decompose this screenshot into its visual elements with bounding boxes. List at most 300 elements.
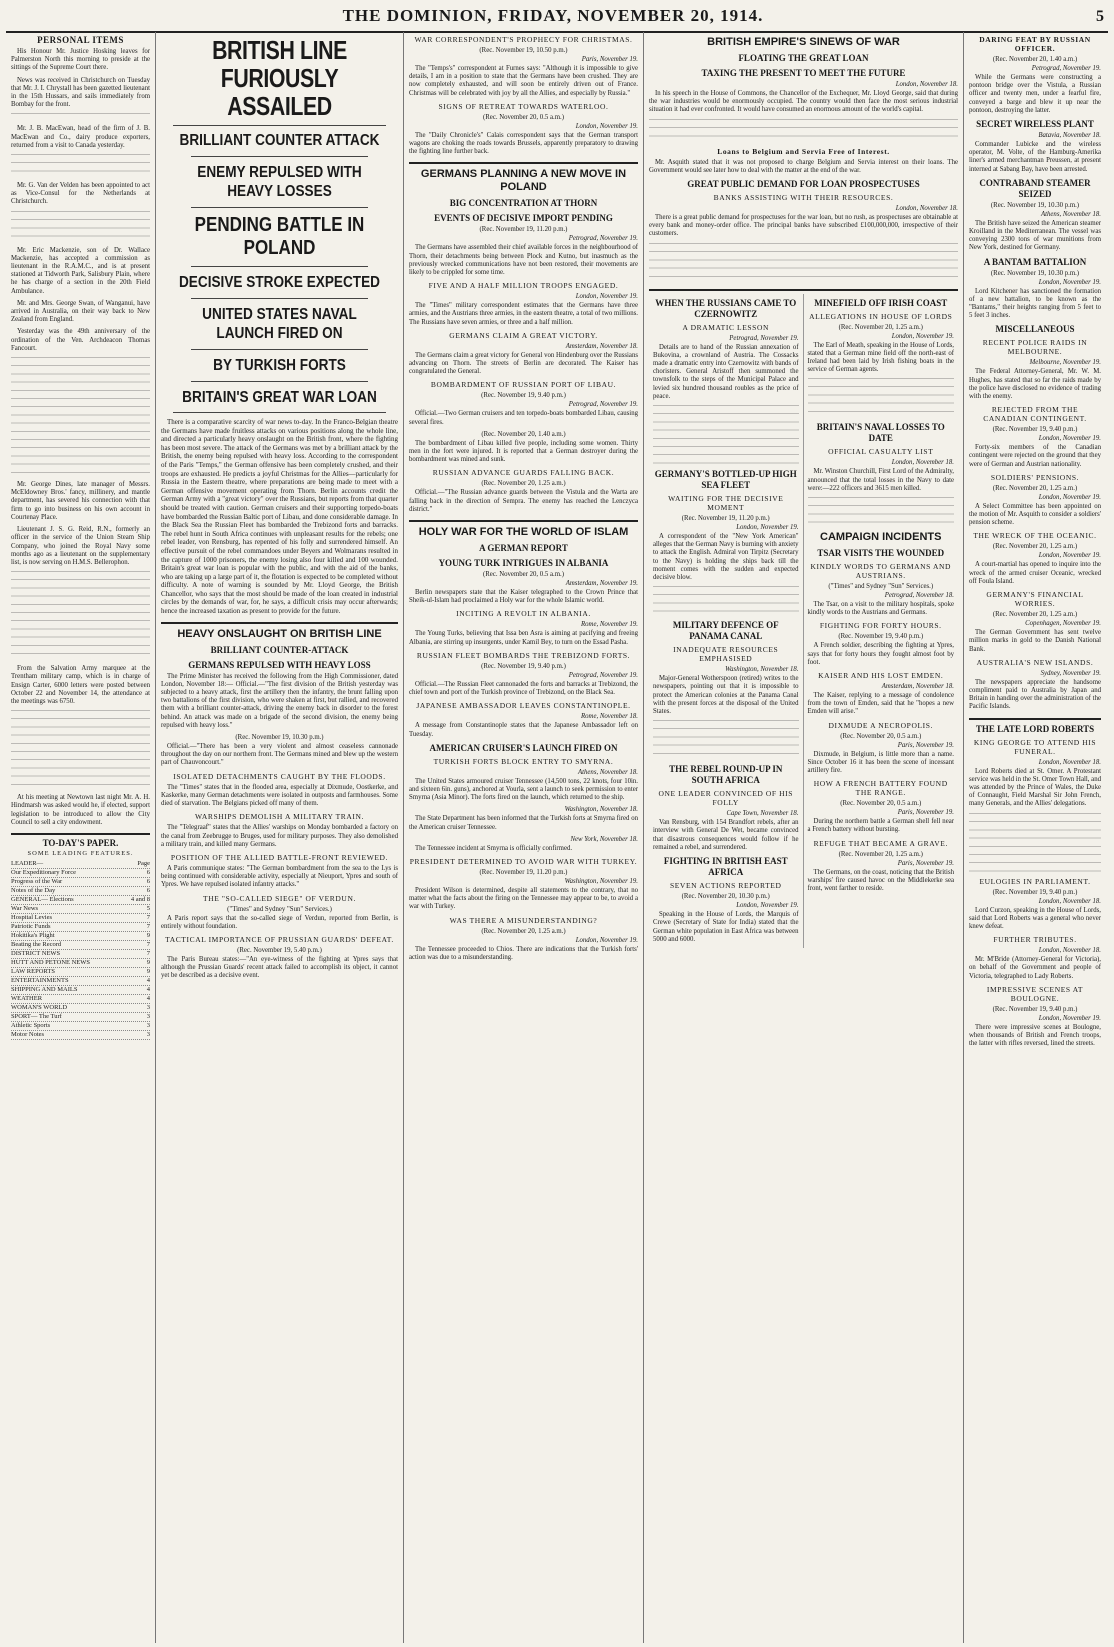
index-label: Progress of the War: [11, 877, 63, 885]
article-paragraph: The Tennessee incident at Smyrna is officially confirmed.: [415, 844, 573, 852]
placeline: Petrograd, November 19.: [568, 235, 638, 243]
index-label: SPORT— The Turf: [11, 1012, 62, 1020]
index-page: 7: [146, 913, 150, 921]
headline: EVENTS OF DECISIVE IMPORT PENDING: [434, 213, 613, 224]
index-row: [11, 986, 150, 995]
text-lines: [653, 405, 799, 465]
article-paragraph: The Tsar, on a visit to the military hospitals, spoke kindly words to the Austrians and Germans.: [807, 601, 954, 617]
placeline: Petrograd, November 18.: [884, 592, 954, 600]
feature-index: [11, 869, 150, 1040]
article-paragraph: Mr. Eric Mackenzie, son of Dr. Wallace Mackenzie, has accepted a commission as lieutenant in the R.A.M.C., and is at present stationed at Tidworth Park, Salisbury Plain, where he has charge of a section in the 20th Field Ambulance.: [11, 246, 150, 295]
headline: BANKS ASSISTING WITH THEIR RESOURCES.: [713, 193, 894, 203]
article-paragraph: A Paris report says that the so-called siege of Verdun, reported from Berlin, is entirely without foundation.: [161, 914, 398, 930]
article-paragraph: A message from Constantinople states that the Japanese Ambassador left on Tuesday.: [409, 722, 638, 738]
placeline: Amsterdam, November 18.: [565, 342, 638, 350]
article-paragraph: Commander Lubicke and the wireless operator, M. Volte, of the Hamburg-Amerika liner's armed merchantman Preussen, at present interned at Sabang Bay, have been arrested.: [969, 141, 1101, 173]
column-miscellaneous: [964, 32, 1106, 1643]
headline: BIG CONCENTRATION AT THORN: [449, 198, 598, 209]
headline: GREAT PUBLIC DEMAND FOR LOAN PROSPECTUSES: [687, 179, 920, 190]
war-summary: There is a comparative scarcity of war news to-day. In the Franco-Belgian theatre the Germans have made fruitless attacks on various positions along the whole line, and directed a particularly heavy onslaught on the British front, where the fighting has been most severe. The attack of the Germans was met by a brilliant attack by the British, the enemy being repulsed with heavy loss. According to the correspondent of the Paris "Temps," the German offensive has been completely crushed, and their troops are exhausted. He predicts a joyful Christmas for the Allies—particularly for Russia in the Eastern theatre, where preparations are being made to meet with a German offensive movement operating from Thorn. Berlin accounts credit the German Army with a "great victory" over the Russians, but reports from that quarter should be treated with caution. German cruisers and their supporting torpedo-boats have bombarded the Russian Baltic port of Libau, and done considerable damage. In the Black Sea the Russian Fleet has bombarded the Trebizond forts and barracks. The rebel hunt in South Africa continues with unpleasant results for the rebels; one rebel leader, von Rensburg, has repented of his folly and surrendered himself. An effective pursuit of the rebel commandoes under Beyers and Wolmarans resulted in the capture of 1000 prisoners, the enemy losing also four killed and 100 wounded. Britain's great war loan is popular with the public, and with the aid of the banks, who are taking up a large part of it, the flotation is expected to be completed without difficulty. A note of warning is sounded by Mr. Lloyd George, the British Chancellor, who says that the most should be made of the loan created in industrial circles by the demands of war, for, he says, a difficult crisis may occur afterwards; hence the increased taxation as present to provide for the future.: [161, 418, 398, 616]
headline: RECENT POLICE RAIDS IN MELBOURNE.: [982, 338, 1088, 357]
placeline: Amsterdam, November 19.: [565, 580, 638, 588]
index-page: 5: [146, 904, 150, 912]
index-page: 6: [146, 868, 150, 876]
headline: HOLY WAR FOR THE WORLD OF ISLAM: [418, 526, 629, 539]
dateline: (Rec. November 19, 10.30 p.m.): [990, 201, 1080, 209]
index-label: War News: [11, 904, 39, 912]
placeline: Athens, November 18.: [1040, 210, 1101, 218]
article-paragraph: A court-martial has opened to inquire into the wreck of the armed cruiser Oceanic, wrecked off Foula Island.: [969, 561, 1101, 585]
index-label: SHIPPING AND MAILS: [11, 985, 78, 993]
subcolumn-left: [649, 294, 804, 948]
headline: JAPANESE AMBASSADOR LEAVES CONSTANTINOPLE.: [416, 701, 631, 711]
index-page: 4 and 8: [130, 895, 150, 903]
index-header-right: Page: [137, 859, 150, 867]
dateline: (Rec. November 19, 9.40 p.m.): [992, 426, 1078, 434]
headline: FIGHTING IN BRITISH EAST AFRICA: [663, 856, 788, 878]
text-lines: [969, 813, 1101, 873]
placeline: Paris, November 19.: [581, 56, 638, 63]
placeline: Paris, November 19.: [897, 859, 954, 867]
divider: [173, 125, 386, 126]
article-paragraph: Mr. J. B. MacEwan, head of the firm of J. B. MacEwan and Co., dairy produce exporters, returned from a visit to Canada yesterday.: [11, 125, 150, 149]
headline: ISOLATED DETACHMENTS CAUGHT BY THE FLOODS.: [173, 771, 386, 781]
dateline: (Rec. November 20, 1.25 a.m.): [992, 543, 1078, 551]
index-row: [11, 1004, 150, 1013]
placeline: London, November 19.: [736, 902, 799, 910]
headline: OFFICIAL CASUALTY LIST: [828, 447, 934, 457]
index-row: [11, 1031, 150, 1040]
headline: THE LATE LORD ROBERTS: [975, 723, 1095, 734]
text-lines: [11, 154, 150, 178]
placeline: London, November 19.: [736, 524, 799, 532]
headline: WHEN THE RUSSIANS CAME TO CZERNOWITZ: [655, 297, 797, 319]
divider: [649, 289, 958, 291]
placeline: Amsterdam, November 18.: [881, 683, 954, 691]
article-paragraph: Lord Kitchener has sanctioned the formation of a new battalion, to be known as the "Bantams," their heights ranging from 5 feet to 5 feet 3 inches.: [969, 287, 1101, 320]
headline: A GERMAN REPORT: [479, 543, 568, 554]
headline: GERMANS CLAIM A GREAT VICTORY.: [449, 330, 598, 340]
index-label: Our Expeditionary Force: [11, 868, 76, 876]
article-paragraph: There were impressive scenes at Boulogne, when thousands of British and French troops, the latter with rifles reversed, lined the streets.: [969, 1023, 1101, 1048]
divider: [409, 520, 638, 522]
headline: THE REBEL ROUND-UP IN SOUTH AFRICA: [669, 764, 783, 786]
headline: KING GEORGE TO ATTEND HIS FUNERAL.: [973, 737, 1097, 756]
dateline: (Rec. November 20, 0.5 a.m.): [483, 113, 564, 121]
index-row: [11, 896, 150, 905]
headline: WAS THERE A MISUNDERSTANDING?: [449, 915, 598, 925]
todays-paper-subtitle: SOME LEADING FEATURES.: [27, 849, 134, 857]
headline: PRESIDENT DETERMINED TO AVOID WAR WITH TURKEY.: [409, 856, 638, 866]
placeline: London, November 19.: [1038, 493, 1101, 501]
divider: [409, 162, 638, 164]
todays-paper-title: TO-DAY'S PAPER.: [11, 833, 150, 848]
column-war-loan: [644, 32, 964, 1643]
placeline: Sydney, November 19.: [1040, 669, 1101, 677]
index-page: 7: [146, 949, 150, 957]
placeline: Petrograd, November 19.: [568, 401, 638, 409]
index-page: 7: [146, 922, 150, 930]
article-paragraph: Mr. Asquith stated that it was not proposed to charge Belgium and Servia interest on their loans. The Government would see later how to deal with the matter at the end of the war.: [649, 158, 958, 174]
article-paragraph: During the northern battle a German shell fell near a French battery without bursting.: [807, 818, 954, 834]
article-paragraph: The "Times" military correspondent estimates that the Germans have three armies, and the Austrians three armies, in the eastern theatre, a total of two millions. The Russians have seven armies, or three and a half million.: [409, 302, 638, 326]
headline: CAMPAIGN INCIDENTS: [820, 531, 942, 544]
placeline: London, November 18.: [895, 205, 958, 213]
headline: BRITISH EMPIRE'S SINEWS OF WAR: [707, 36, 900, 48]
article-paragraph: From the Salvation Army marquee at the Trentham military camp, which is in charge of Ensign Carter, 6000 letters were posted between October 22 and November 14, the attendance at the meetings was 6750.: [11, 665, 150, 705]
text-lines: [808, 378, 955, 418]
index-page: 4: [146, 994, 150, 1002]
article-paragraph: The Prime Minister has received the following from the High Commissioner, dated London, November 18:— Official.—"The first division of the British yesterday was subjected to a heavy attack, first the artillery then the infantry, the brunt falling upon two battalions of the first division, who were shaken at first, but rallied, and recovered them with a brilliant counter-attack, driving the enemy back in disorder to the forest behind. An attack was made on a brigade of the second division, the enemy being repulsed with heavy loss.": [161, 672, 398, 729]
headline: BRILLIANT COUNTER ATTACK: [179, 132, 380, 149]
article-paragraph: The Germans, on the coast, noticing that the British warships' fire caused havoc on the Middlekerke sea front, went farther to reside.: [807, 868, 954, 893]
dateline: (Rec. November 20, 10.30 p.m.): [681, 893, 770, 901]
index-label: WOMAN'S WORLD: [11, 1003, 68, 1011]
text-lines: [653, 586, 799, 616]
article-paragraph: Mr. G. Van der Velden has been appointed to act as Vice-Consul for the Netherlands at Christchurch.: [11, 182, 150, 206]
index-page: 4: [146, 985, 150, 993]
headline: ONE LEADER CONVINCED OF HIS FOLLY: [658, 789, 794, 808]
article-paragraph: A French soldier, describing the fighting at Ypres, says that for forty hours they fought almost foot by foot.: [807, 642, 954, 666]
headline: BOMBARDMENT OF RUSSIAN PORT OF LIBAU.: [430, 380, 617, 390]
divider: [191, 156, 368, 157]
headline: AUSTRALIA'S NEW ISLANDS.: [976, 657, 1094, 667]
article-paragraph: Van Rensburg, with 154 Brandfort rebels, after an interview with General De Wet, became convinced that disastrous consequences would follow if he remained a rebel, and surrendered.: [653, 819, 799, 851]
article-paragraph: The Earl of Meath, speaking in the House of Lords, stated that a German mine field off the north-east of Ireland had been laid by Irish fishing boats in the service of German agents.: [807, 341, 954, 374]
headline: REJECTED FROM THE CANADIAN CONTINGENT.: [983, 405, 1087, 424]
index-label: Hokitika's Plight: [11, 931, 55, 939]
divider: [191, 266, 368, 267]
headline: KINDLY WORDS TO GERMANS AND AUSTRIANS.: [810, 562, 952, 581]
index-label: Motor Notes: [11, 1030, 45, 1038]
index-label: HUTT AND PETONE NEWS: [11, 958, 91, 966]
dateline: (Rec. November 20, 1.25 a.m.): [481, 480, 566, 488]
headline: ENEMY REPULSED WITH HEAVY LOSSES: [197, 164, 362, 200]
index-page: 9: [146, 931, 150, 939]
article-paragraph: Forty-six members of the Canadian contingent were rejected on the ground that they were of German and Austrian nationality.: [969, 444, 1101, 468]
placeline: London, November 18.: [1038, 947, 1101, 955]
headline: DARING FEAT BY RUSSIAN OFFICER.: [979, 35, 1091, 53]
article-paragraph: The German Government has sent twelve million marks in gold to the Danish National Bank.: [969, 629, 1101, 653]
main-headline: BRITISH LINE FURIOUSLY ASSAILED: [212, 35, 347, 121]
headline: RUSSIAN ADVANCE GUARDS FALLING BACK.: [432, 468, 615, 478]
index-page: 3: [146, 1030, 150, 1038]
article-paragraph: Speaking in the House of Lords, the Marquis of Crewe (Secretary of State for India) stated that the German white population in East Africa was between 5000 and 6000.: [653, 911, 799, 943]
placeline: Cape Town, November 18.: [726, 810, 799, 818]
placeline: Paris, November 19.: [897, 741, 954, 749]
placeline: London, November 19.: [891, 332, 954, 340]
index-page: 6: [146, 877, 150, 885]
index-page: 9: [146, 958, 150, 966]
placeline: New York, November 18.: [570, 835, 638, 843]
headline: FURTHER TRIBUTES.: [993, 935, 1077, 945]
dateline: (Rec. November 20, 1.25 a.m.): [838, 323, 923, 331]
article-paragraph: While the Germans were constructing a pontoon bridge over the Vistula, a Russian officer and twenty men, under a fearful fire, conveyed a barge and blew it up near the pontoon, destroying the latter.: [969, 74, 1101, 114]
headline: MISCELLANEOUS: [995, 324, 1075, 335]
article-paragraph: A correspondent of the "New York American" alleges that the German Navy is burning with anxiety to attack the English. Admiral von Tirpitz (Secretary to the Navy) is holding the ships back till the moment comes with the sudden and expected decisive blow.: [653, 533, 799, 582]
dateline: (Rec. November 19, 10.30 p.m.): [235, 734, 324, 742]
article-paragraph: The "Daily Chronicle's" Calais correspondent says that the German transport wagons are choking the roads towards Brussels, apparently preparatory to drawing the fighting line further back.: [409, 131, 638, 156]
article-paragraph: Details are to hand of the Russian annexation of Bukovina, a crownland of Austria. The Cossacks made a dramatic entry into Czernowitz with bands of choristers. General Aristoff then summoned the townsfolk to the steps of the Municipal Palace and levied six hundred thousand roubles as the price of peace.: [653, 343, 799, 400]
text-lines: [11, 357, 150, 477]
index-row: [11, 914, 150, 923]
article-paragraph: The "Times" states that in the flooded area, especially at Dixmude, Oostkerke, and Kaskerke, many German detachments were isolated in outposts and farmhouses. Some died of starvation. The Belgians picked off many of them.: [161, 783, 398, 808]
headline: SOLDIERS' PENSIONS.: [990, 472, 1080, 482]
headline: CONTRABAND STEAMER SEIZED: [979, 177, 1091, 199]
section-heading: PERSONAL ITEMS: [37, 35, 124, 45]
headline: SEVEN ACTIONS REPORTED: [669, 881, 782, 891]
headline: TACTICAL IMPORTANCE OF PRUSSIAN GUARDS' DEFEAT.: [165, 934, 394, 944]
headline: FIVE AND A HALF MILLION TROOPS ENGAGED.: [428, 281, 619, 291]
index-row: [11, 950, 150, 959]
placeline: London, November 19.: [1038, 1014, 1101, 1022]
headline: POSITION OF THE ALLIED BATTLE-FRONT REVIEWED.: [170, 852, 389, 862]
placeline: Rome, November 18.: [580, 713, 638, 721]
headline: UNITED STATES NAVAL LAUNCH FIRED ON: [202, 306, 357, 342]
article-paragraph: Berlin newspapers state that the Kaiser telegraphed to the Crown Prince that Sheik-ul-Islam had proclaimed a Holy war for the whole Islamic world.: [409, 589, 638, 605]
headline: TAXING THE PRESENT TO MEET THE FUTURE: [701, 68, 906, 78]
article-paragraph: His Honour Mr. Justice Hosking leaves for Palmerston North this morning to preside at the sittings of the Supreme Court there.: [11, 48, 150, 72]
headline: EULOGIES IN PARLIAMENT.: [979, 876, 1091, 886]
dateline: (Rec. November 20, 0.5 a.m.): [840, 800, 922, 808]
article-paragraph: Lieutenant J. S. G. Reid, R.N., formerly an officer in the service of the Union Steam Ship Company, who joined the Royal Navy some months ago as a lieutenant on the supplementary list, is now serving on H.M.S. Bellerophon.: [11, 526, 150, 566]
dateline: (Rec. November 19, 11.20 p.m.): [479, 868, 568, 876]
placeline: Washington, November 18.: [564, 806, 638, 814]
index-row: [11, 968, 150, 977]
article-paragraph: The Kaiser, replying to a message of condolence from the town of Emden, said that he "hopes a new Emden will arise.": [807, 692, 954, 716]
text-lines: [11, 710, 150, 790]
headline: YOUNG TURK INTRIGUES IN ALBANIA: [438, 558, 609, 569]
placeline: London, November 19.: [1038, 435, 1101, 443]
index-page: 4: [146, 976, 150, 984]
placeline: Washington, November 18.: [725, 666, 799, 674]
headline: BY TURKISH FORTS: [213, 357, 346, 374]
article-paragraph: The State Department has been informed that the Turkish forts at Smyrna fired on the American cruiser Tennessee.: [409, 815, 638, 831]
index-label: Notes of the Day: [11, 886, 56, 894]
headline: WAITING FOR THE DECISIVE MOMENT: [668, 494, 784, 513]
dateline: (Rec. November 20, 1.25 a.m.): [481, 927, 566, 935]
article-paragraph: The newspapers appreciate the handsome compliment paid to Australia by Japan and Britain in handing over the administration of the Pacific Islands.: [969, 678, 1101, 711]
article-paragraph: The Paris Bureau states:—"An eye-witness of the fighting at Ypres says that although the Prussian Guards' recent attack failed to accomplish its object, it cannot yet be described as a decisive event.: [161, 955, 398, 980]
headline: THE WRECK OF THE OCEANIC.: [973, 531, 1097, 541]
text-lines: [11, 211, 150, 243]
placeline: London, November 19.: [575, 293, 638, 301]
article-paragraph: The "Telegraaf" states that the Allies' warships on Monday bombarded a factory on the canal from Zeebrugge to Bruges, used for military purposes. They also demolished a military train, and killed many Germans.: [161, 824, 398, 848]
dateline: (Rec. November 20, 1.40 a.m.): [992, 56, 1078, 63]
article-paragraph: The bombardment of Libau killed five people, including some women. Thirty men in the fort were injured. It is reported that a German destroyer during the bombardment was mined and sunk.: [409, 439, 638, 464]
article-paragraph: Official.—The Russian Fleet cannonaded the forts and barracks at Trebizond, the chief town and port of the Turkish province of Trebizond, on the Black Sea.: [409, 680, 638, 697]
headline: PENDING BATTLE IN POLAND: [194, 214, 365, 259]
divider: [969, 718, 1101, 720]
text-lines: [808, 497, 955, 527]
dateline: (Rec. November 19, 5.40 p.m.): [237, 946, 322, 954]
dateline: (Rec. November 20, 1.25 a.m.): [838, 850, 923, 858]
headline: HOW A FRENCH BATTERY FOUND THE RANGE.: [813, 779, 948, 798]
placeline: Petrograd, November 19.: [568, 671, 638, 679]
index-label: Patriotic Funds: [11, 922, 51, 930]
article-paragraph: Mr. Winston Churchill, First Lord of the Admiralty, announced that the total losses in the Navy to date were:—222 officers and 3615 men killed.: [807, 468, 954, 492]
headline: DECISIVE STROKE EXPECTED: [178, 274, 381, 291]
masthead-title: THE DOMINION, FRIDAY, NOVEMBER 20, 1914.: [342, 6, 764, 25]
article-paragraph: Major-General Wotherspoon (retired) writes to the newspapers, pointing out that it is impossible to protect the American colonies at the Panama Canal with the present forces at the disposal of the United States.: [653, 675, 799, 716]
index-page: 3: [146, 1003, 150, 1011]
index-label: DISTRICT NEWS: [11, 949, 61, 957]
column-main-story: [156, 32, 404, 1643]
index-label: Hospital Levies: [11, 913, 52, 921]
article-paragraph: In his speech in the House of Commons, the Chancellor of the Exchequer, Mr. Lloyd George, said that during the war industries would be enormously occupied. The country would then face the most serious industrial situation it had ever confronted. It would have consumed an enormous amount of the world's capital.: [649, 90, 958, 114]
dateline: (Rec. November 19, 11.20 p.m.): [681, 515, 770, 523]
article-paragraph: The Germans have assembled their chief available forces in the neighbourhood of Thorn, their detachments being between Plock and Kutno, but inasmuch as the previously wrecked communications have not been restored, their movements are likely to be crippled for some time.: [409, 244, 638, 277]
placeline: Batavia, November 18.: [1038, 132, 1101, 140]
text-lines: [653, 720, 799, 760]
dateline: (Rec. November 20, 0.5 a.m.): [483, 571, 564, 579]
article-paragraph: President Wilson is determined, despite all statements to the contrary, that no matter what the facts about the firing on the Tennessee may appear to be, to avoid a war with Turkey.: [409, 886, 638, 911]
article-paragraph: At his meeting at Newtown last night Mr. A. H. Hindmarsh was asked would he, if elected, support legislation to be introduced to allow the City Council to sell a city endowment.: [11, 794, 150, 826]
placeline: Paris, November 19.: [897, 809, 954, 817]
index-page: 7: [146, 940, 150, 948]
text-lines: [11, 113, 150, 121]
article-paragraph: Official.—Two German cruisers and ten torpedo-boats bombarded Libau, causing several fires.: [409, 410, 638, 426]
headline: INADEQUATE RESOURCES EMPHASISED: [673, 645, 779, 664]
index-label: Athletic Sports: [11, 1021, 51, 1029]
dateline: (Rec. November 19, 10.50 p.m.): [479, 47, 568, 54]
index-label: GENERAL— Elections: [11, 895, 74, 903]
placeline: London, November 19.: [575, 936, 638, 944]
article-paragraph: Mr. M'Bride (Attorney-General for Victoria), on behalf of the Government and people of Victoria, telegraphed to Lady Roberts.: [969, 956, 1101, 980]
article-paragraph: The Federal Attorney-General, Mr. W. M. Hughes, has stated that so far the raids made by the police have disclosed no evidence of trading with the enemy.: [969, 368, 1101, 401]
article-paragraph: The "Temps's" correspondent at Furnes says: "Although it is impossible to give details, I am in a position to state that the Germans have been crushed. They are now completely exhausted, and will soon be entirely driven out of France. Christmas will be celebrated with joy by all the Allies, and especially by Russia.": [409, 65, 638, 97]
article-paragraph: The Germans claim a great victory for General von Hindenburg over the Russians advancing on Thorn. The streets of Berlin are decorated. The Kaiser has congratulated the General.: [409, 351, 638, 376]
placeline: London, November 18.: [891, 459, 954, 467]
dateline: (Rec. November 20, 1.40 a.m.): [481, 430, 566, 438]
article-paragraph: Official.—"The Russian advance guards between the Vistula and the Warta are falling back in the direction of Sempra. The enemy has reached the Lenczyca district.": [409, 489, 638, 513]
columns: [6, 32, 1108, 1643]
headline: TURKISH FORTS BLOCK ENTRY TO SMYRNA.: [433, 756, 614, 766]
article-paragraph: There is a great public demand for prospectuses for the war loan, but no rush, as prospectuses are obtainable at every bank and money-order office. The principal banks have subscribed £100,000,000, irrespective of their customers.: [649, 214, 958, 238]
headline: FIGHTING FOR FORTY HOURS.: [819, 621, 942, 631]
index-row: [11, 977, 150, 986]
headline: ALLEGATIONS IN HOUSE OF LORDS: [809, 311, 953, 321]
dateline: (Rec. November 19, 11.20 p.m.): [479, 226, 568, 234]
article-paragraph: Yesterday was the 49th anniversary of the ordination of the Ven. Archdeacon Thomas Fancourt.: [11, 328, 150, 352]
headline: GERMANS REPULSED WITH HEAVY LOSS: [188, 659, 371, 670]
headline: BRILLIANT COUNTER-ATTACK: [210, 644, 349, 655]
index-row: [11, 959, 150, 968]
index-page: 3: [146, 1021, 150, 1029]
dateline: (Rec. November 19, 9.40 p.m.): [992, 888, 1078, 896]
index-row: [11, 869, 150, 878]
divider: [191, 381, 368, 382]
index-row: [11, 1022, 150, 1031]
headline: AMERICAN CRUISER'S LAUNCH FIRED ON: [429, 742, 618, 753]
headline: TSAR VISITS THE WOUNDED: [817, 548, 945, 559]
article-paragraph: The United States armoured cruiser Tennessee (14,500 tons, 22 knots, four 10in. and sixteen 6in. guns), anchored at Vourla, sent a launch to seek permission to enter Smyrna (Asia Minor). The forts fired on the launch, which returned to the ship.: [409, 777, 638, 802]
placeline: Melbourne, November 19.: [1029, 359, 1101, 367]
placeline: London, November 19.: [575, 122, 638, 130]
dateline: (Rec. November 20, 0.5 a.m.): [840, 732, 922, 740]
headline: INCITING A REVOLT IN ALBANIA.: [456, 609, 591, 619]
article-paragraph: A Select Committee has been appointed on the motion of Mr. Asquith to consider a soldiers' pension scheme.: [969, 502, 1101, 527]
index-label: WEATHER: [11, 994, 43, 1002]
headline: KAISER AND HIS LOST EMDEN.: [818, 671, 944, 681]
headline: REFUGE THAT BECAME A GRAVE.: [813, 838, 948, 848]
index-row: [11, 905, 150, 914]
index-row: [11, 1013, 150, 1022]
article-paragraph: Mr. George Dines, late manager of Messrs. McEldowney Bros.' fancy, millinery, and mantle department, has severed his connection with that firm to go into business on his own account in Courtenay Place.: [11, 481, 150, 521]
headline: Loans to Belgium and Servia Free of Interest.: [717, 146, 890, 156]
headline: DIXMUDE A NECROPOLIS.: [828, 720, 933, 730]
divider: [191, 349, 368, 350]
index-label: LAW REPORTS: [11, 967, 55, 975]
dateline: (Rec. November 19, 9.40 p.m.): [481, 662, 566, 670]
placeline: Washington, November 19.: [564, 877, 638, 885]
placeline: London, November 19.: [1038, 552, 1101, 560]
placeline: London, November 18.: [1038, 758, 1101, 766]
index-page: 9: [146, 967, 150, 975]
index-row: [11, 878, 150, 887]
page-number: 5: [1096, 8, 1104, 25]
index-label: ENTERTAINMENTS: [11, 976, 69, 984]
dateline: (Rec. November 19, 9.40 p.m.): [992, 1005, 1078, 1013]
dateline: (Rec. November 20, 1.25 a.m.): [992, 611, 1078, 619]
headline: RUSSIAN FLEET BOMBARDS THE TREBIZOND FORTS.: [416, 650, 631, 660]
headline: WARSHIPS DEMOLISH A MILITARY TRAIN.: [195, 812, 364, 822]
article-paragraph: Lord Curzon, speaking in the House of Lords, said that Lord Roberts was a general who never knew defeat.: [969, 906, 1101, 930]
index-page: 6: [146, 886, 150, 894]
headline: GERMANY'S BOTTLED-UP HIGH SEA FLEET: [654, 469, 797, 491]
text-lines: [649, 119, 958, 143]
placeline: London, November 18.: [1038, 897, 1101, 905]
divider: [191, 298, 368, 299]
article-paragraph: A Paris communique states: "The German bombardment from the sea to the Lys is being continued with considerable activity, especially at Nieuport, Ypres and south of Ypres. We have repulsed isolated infantry attacks.": [161, 864, 398, 889]
text-lines: [649, 243, 958, 283]
headline: GERMANS PLANNING A NEW MOVE IN POLAND: [420, 168, 627, 194]
headline: MILITARY DEFENCE OF PANAMA CANAL: [672, 620, 779, 642]
article-paragraph: Official.—"There has been a very violent and almost ceaseless cannonade throughout the day on our northern front. The Germans mined and blew up the western part of Chauvoncourt.": [161, 743, 398, 767]
article-paragraph: The Tennessee proceeded to Chios. There are indications that the Turkish forts' action was due to a misunderstanding.: [409, 945, 638, 961]
dateline: (Rec. November 19, 10.30 p.m.): [990, 269, 1080, 277]
index-header: [11, 860, 150, 869]
index-header-left: LEADER—: [11, 859, 44, 867]
placeline: Athens, November 18.: [577, 768, 638, 776]
headline: BRITAIN'S GREAT WAR LOAN: [182, 389, 377, 406]
divider: [161, 622, 398, 624]
index-row: [11, 887, 150, 896]
placeline: London, November 19.: [1038, 278, 1101, 286]
text-lines: [11, 571, 150, 661]
index-label: Beating the Record: [11, 940, 62, 948]
index-row: [11, 923, 150, 932]
headline: GERMANY'S FINANCIAL WORRIES.: [986, 590, 1084, 609]
headline: THE "SO-CALLED SIEGE" OF VERDUN.: [203, 893, 356, 903]
headline: HEAVY ONSLAUGHT ON BRITISH LINE: [177, 627, 382, 640]
dateline: (Rec. November 20, 1.25 a.m.): [992, 484, 1078, 492]
placeline: London, November 18.: [895, 81, 958, 88]
index-page: 3: [146, 1012, 150, 1020]
headline: BRITAIN'S NAVAL LOSSES TO DATE: [816, 422, 945, 444]
headline: WAR CORRESPONDENT'S PROPHECY FOR CHRISTMAS.: [414, 35, 633, 44]
subcolumns: [649, 294, 958, 948]
article-paragraph: Mr. and Mrs. George Swan, of Wanganui, have arrived in Australia, on their way back to New Zealand from England.: [11, 299, 150, 324]
subcolumn-right: [804, 294, 959, 948]
article-paragraph: Dixmude, in Belgium, is little more than a name. Since October 16 it has been the scene of incessant artillery fire.: [807, 750, 954, 775]
column-war-cables: [404, 32, 644, 1643]
index-row: [11, 995, 150, 1004]
divider: [173, 412, 386, 413]
article-paragraph: News was received in Christchurch on Tuesday that Mr. J. I. Chrystall has been gazetted lieutenant in the 15th Hussars, and sails immediately from Bombay for the front.: [11, 76, 150, 109]
headline: MINEFIELD OFF IRISH COAST: [814, 297, 948, 308]
placeline: Petrograd, November 19.: [1031, 65, 1101, 72]
